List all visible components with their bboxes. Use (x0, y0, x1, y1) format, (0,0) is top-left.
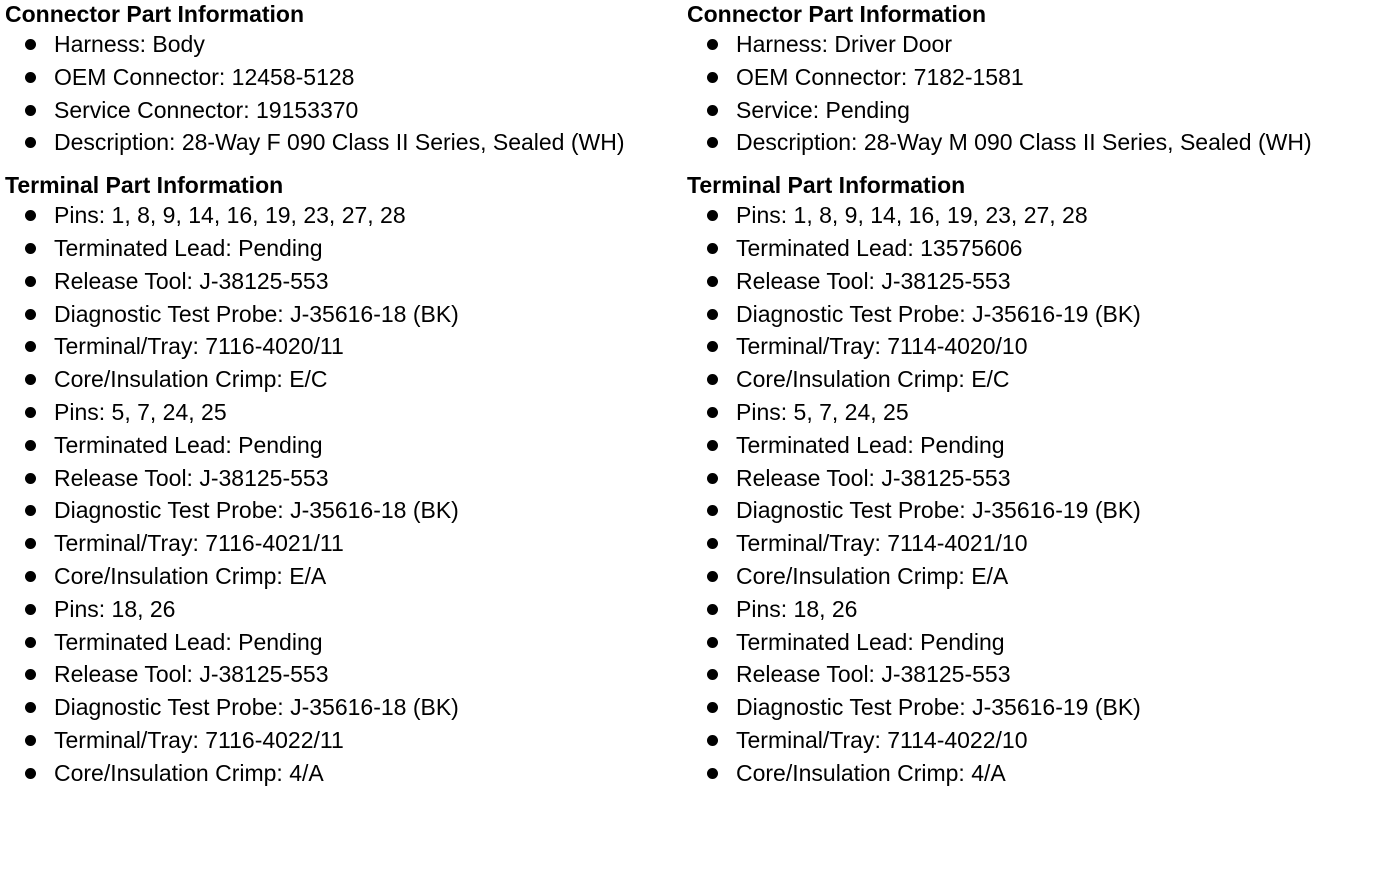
terminal-group-list (687, 199, 1377, 396)
list-item-text: Core/Insulation Crimp: E/A (736, 562, 1009, 589)
list-item (687, 494, 1377, 527)
bullet-icon (707, 637, 718, 648)
list-item (687, 199, 1377, 232)
bullet-icon (25, 473, 36, 484)
list-item-text: Pins: 5, 7, 24, 25 (54, 398, 227, 425)
bullet-icon (25, 637, 36, 648)
bullet-icon (25, 407, 36, 418)
list-item-text: Terminated Lead: Pending (54, 628, 323, 655)
list-item (5, 527, 695, 560)
list-item-text: Terminal/Tray: 7114-4021/10 (736, 530, 1028, 557)
bullet-icon (707, 243, 718, 254)
list-item-text: Release Tool: J-38125-553 (736, 464, 1011, 491)
bullet-icon (25, 210, 36, 221)
list-item (5, 462, 695, 495)
terminal-group-list (687, 593, 1377, 790)
terminal-group-list (5, 396, 695, 593)
connector-part-information-heading: Connector Part Information (687, 1, 987, 27)
list-item (687, 330, 1377, 363)
list-item-text: Terminated Lead: 13575606 (736, 234, 1023, 261)
list-item (687, 363, 1377, 396)
list-item (5, 61, 695, 94)
left-column (5, 0, 695, 790)
bullet-icon (707, 735, 718, 746)
list-item-text: Pins: 1, 8, 9, 14, 16, 19, 23, 27, 28 (54, 202, 406, 229)
bullet-icon (25, 571, 36, 582)
bullet-icon (707, 309, 718, 320)
list-item (5, 691, 695, 724)
list-item (687, 593, 1377, 626)
list-item (687, 560, 1377, 593)
list-item-text: Release Tool: J-38125-553 (736, 661, 1011, 688)
list-item-text: Diagnostic Test Probe: J-35616-18 (BK) (54, 300, 459, 327)
list-item-text: Core/Insulation Crimp: E/C (736, 366, 1010, 393)
connector-info-list (687, 28, 1377, 159)
terminal-group-list (5, 199, 695, 396)
list-item (687, 691, 1377, 724)
bullet-icon (25, 669, 36, 680)
list-item-text: Terminal/Tray: 7116-4021/11 (54, 530, 344, 557)
terminal-part-information-heading: Terminal Part Information (687, 172, 966, 199)
list-item-text: Release Tool: J-38125-553 (736, 267, 1011, 294)
list-item (687, 232, 1377, 265)
list-item (687, 462, 1377, 495)
bullet-icon (707, 768, 718, 779)
list-item-text: Terminal/Tray: 7114-4020/10 (736, 333, 1028, 360)
terminal-group-list (687, 396, 1377, 593)
list-item (5, 363, 695, 396)
list-item (687, 265, 1377, 298)
list-item (5, 396, 695, 429)
bullet-icon (25, 309, 36, 320)
bullet-icon (25, 39, 36, 50)
list-item-text: Description: 28-Way M 090 Class II Series, Sealed (WH) (736, 129, 1312, 156)
list-item (5, 658, 695, 691)
bullet-icon (25, 137, 36, 148)
bullet-icon (25, 374, 36, 385)
connector-part-information-heading: Connector Part Information (5, 1, 305, 27)
bullet-icon (25, 72, 36, 83)
list-item-text: Pins: 18, 26 (736, 595, 858, 622)
list-item-text: Release Tool: J-38125-553 (54, 661, 329, 688)
list-item (5, 560, 695, 593)
bullet-icon (25, 604, 36, 615)
list-item (687, 626, 1377, 659)
bullet-icon (25, 440, 36, 451)
right-column (687, 0, 1377, 790)
list-item-text: Diagnostic Test Probe: J-35616-19 (BK) (736, 694, 1141, 721)
connector-info-list (5, 28, 695, 159)
bullet-icon (707, 105, 718, 116)
list-item (687, 61, 1377, 94)
list-item (5, 757, 695, 790)
list-item-text: OEM Connector: 7182-1581 (736, 63, 1024, 90)
list-item (5, 199, 695, 232)
list-item (5, 494, 695, 527)
list-item (5, 330, 695, 363)
list-item-text: Terminated Lead: Pending (736, 628, 1005, 655)
bullet-icon (707, 440, 718, 451)
bullet-icon (707, 702, 718, 713)
bullet-icon (25, 276, 36, 287)
list-item (687, 28, 1377, 61)
list-item-text: Diagnostic Test Probe: J-35616-19 (BK) (736, 497, 1141, 524)
list-item-text: Core/Insulation Crimp: E/A (54, 562, 327, 589)
list-item (687, 298, 1377, 331)
bullet-icon (25, 538, 36, 549)
list-item-text: Pins: 18, 26 (54, 595, 176, 622)
list-item-text: Pins: 5, 7, 24, 25 (736, 398, 909, 425)
list-item-text: Terminal/Tray: 7116-4020/11 (54, 333, 344, 360)
bullet-icon (25, 702, 36, 713)
list-item (687, 429, 1377, 462)
list-item-text: Core/Insulation Crimp: 4/A (54, 759, 324, 786)
list-item-text: Diagnostic Test Probe: J-35616-19 (BK) (736, 300, 1141, 327)
list-item (687, 757, 1377, 790)
list-item (687, 126, 1377, 159)
list-item-text: Core/Insulation Crimp: 4/A (736, 759, 1006, 786)
list-item-text: Service Connector: 19153370 (54, 96, 359, 123)
list-item-text: Release Tool: J-38125-553 (54, 267, 329, 294)
bullet-icon (707, 604, 718, 615)
bullet-icon (707, 538, 718, 549)
list-item-text: OEM Connector: 12458-5128 (54, 63, 355, 90)
list-item (5, 232, 695, 265)
bullet-icon (707, 505, 718, 516)
list-item (687, 658, 1377, 691)
list-item-text: Harness: Body (54, 31, 205, 57)
list-item (5, 626, 695, 659)
bullet-icon (707, 374, 718, 385)
bullet-icon (707, 571, 718, 582)
bullet-icon (707, 72, 718, 83)
list-item (5, 265, 695, 298)
bullet-icon (707, 669, 718, 680)
list-item (687, 396, 1377, 429)
list-item (5, 126, 695, 159)
list-item-text: Diagnostic Test Probe: J-35616-18 (BK) (54, 497, 459, 524)
bullet-icon (25, 243, 36, 254)
bullet-icon (25, 341, 36, 352)
bullet-icon (707, 137, 718, 148)
list-item-text: Terminated Lead: Pending (736, 431, 1005, 458)
list-item-text: Release Tool: J-38125-553 (54, 464, 329, 491)
list-item-text: Harness: Driver Door (736, 31, 952, 57)
list-item (687, 527, 1377, 560)
bullet-icon (707, 473, 718, 484)
list-item (5, 593, 695, 626)
list-item (5, 94, 695, 127)
bullet-icon (25, 105, 36, 116)
list-item-text: Description: 28-Way F 090 Class II Series, Sealed (WH) (54, 129, 625, 156)
bullet-icon (707, 407, 718, 418)
bullet-icon (25, 735, 36, 746)
list-item-text: Pins: 1, 8, 9, 14, 16, 19, 23, 27, 28 (736, 202, 1088, 229)
list-item-text: Core/Insulation Crimp: E/C (54, 366, 328, 393)
bullet-icon (707, 39, 718, 50)
list-item-text: Terminal/Tray: 7114-4022/10 (736, 726, 1028, 753)
terminal-part-information-heading: Terminal Part Information (5, 172, 284, 199)
terminal-group-list (5, 593, 695, 790)
list-item (5, 298, 695, 331)
list-item-text: Terminal/Tray: 7116-4022/11 (54, 726, 344, 753)
list-item (687, 724, 1377, 757)
bullet-icon (707, 276, 718, 287)
bullet-icon (707, 210, 718, 221)
list-item (5, 724, 695, 757)
bullet-icon (25, 505, 36, 516)
bullet-icon (25, 768, 36, 779)
bullet-icon (707, 341, 718, 352)
list-item (687, 94, 1377, 127)
list-item (5, 28, 695, 61)
list-item-text: Diagnostic Test Probe: J-35616-18 (BK) (54, 694, 459, 721)
list-item-text: Service: Pending (736, 96, 910, 123)
list-item-text: Terminated Lead: Pending (54, 431, 323, 458)
list-item-text: Terminated Lead: Pending (54, 234, 323, 261)
list-item (5, 429, 695, 462)
